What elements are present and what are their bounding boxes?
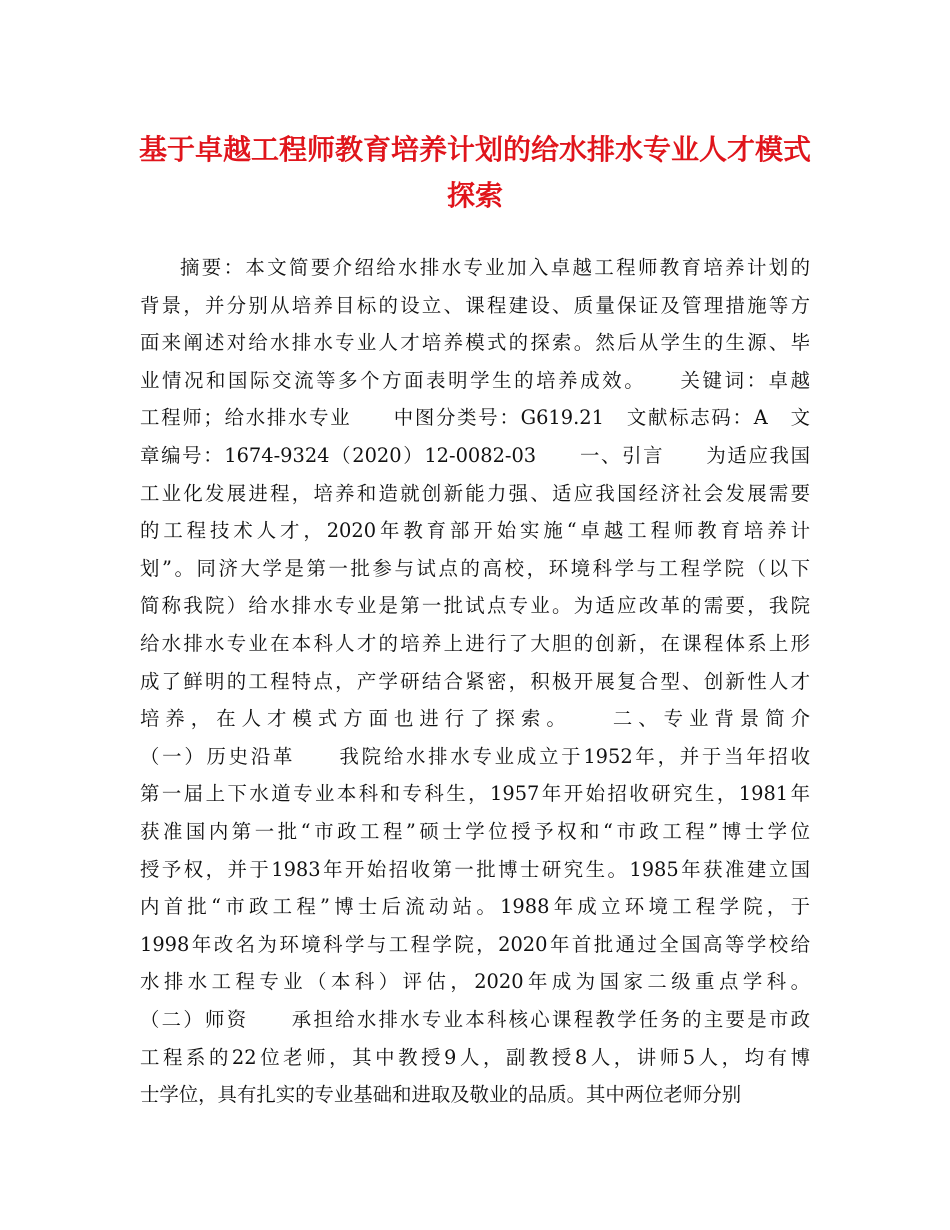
body-text-line: （一）历史沿革 我院给水排水专业成立于1952年，并于当年招收 — [140, 744, 810, 768]
body-text-line: 成了鲜明的工程特点，产学研结合紧密，积极开展复合型、创新性人才 — [140, 669, 810, 693]
body-text-line: 士学位，具有扎实的专业基础和进取及敬业的品质。其中两位老师分别 — [140, 1083, 742, 1107]
body-text-line: 划”。同济大学是第一批参与试点的高校，环境科学与工程学院（以下 — [140, 556, 810, 580]
body-text-line: 业情况和国际交流等多个方面表明学生的培养成效。 关键词：卓越 — [140, 368, 810, 392]
body-text-line: 内首批“市政工程”博士后流动站。1988年成立环境工程学院，于 — [140, 895, 810, 919]
document-title-line-1: 基于卓越工程师教育培养计划的给水排水专业人才模式 — [138, 133, 811, 166]
body-text-line: 培养，在人才模式方面也进行了探索。 二、专业背景简介 — [140, 707, 810, 731]
body-text-line: 给水排水专业在本科人才的培养上进行了大胆的创新，在课程体系上形 — [140, 632, 810, 655]
body-text-line: 工程师；给水排水专业 中图分类号：G619.21 文献标志码：A 文 — [140, 406, 810, 430]
body-text-line: 摘要：本文简要介绍给水排水专业加入卓越工程师教育培养计划的 — [180, 256, 810, 279]
body-text-line: 的工程技术人才，2020年教育部开始实施“卓越工程师教育培养计 — [140, 519, 810, 543]
body-text-line: 章编号：1674-9324（2020）12-0082-03 一、引言 为适应我国 — [140, 444, 810, 467]
body-text-line: （二）师资 承担给水排水专业本科核心课程教学任务的主要是市政 — [140, 1008, 810, 1031]
body-text-line: 工程系的22位老师，其中教授9人，副教授8人，讲师5人，均有博 — [140, 1045, 810, 1069]
body-text-line: 水排水工程专业（本科）评估，2020年成为国家二级重点学科。 — [140, 970, 810, 994]
body-text-line: 工业化发展进程，培养和造就创新能力强、适应我国经济社会发展需要 — [140, 481, 810, 505]
body-text-line: 获准国内第一批“市政工程”硕士学位授予权和“市政工程”博士学位 — [140, 820, 810, 843]
body-text-line: 1998年改名为环境科学与工程学院，2020年首批通过全国高等学校给 — [140, 932, 810, 956]
body-text-line: 授予权，并于1983年开始招收第一批博士研究生。1985年获准建立国 — [140, 857, 810, 881]
body-text-line: 简称我院）给水排水专业是第一批试点专业。为适应改革的需要，我院 — [140, 594, 810, 618]
body-text-line: 面来阐述对给水排水专业人才培养模式的探索。然后从学生的生源、毕 — [140, 331, 810, 355]
document-title-line-2: 探索 — [446, 179, 503, 212]
body-text-line: 第一届上下水道专业本科和专科生，1957年开始招收研究生，1981年 — [140, 782, 810, 806]
body-text-line: 背景，并分别从培养目标的设立、课程建设、质量保证及管理措施等方 — [140, 293, 810, 317]
